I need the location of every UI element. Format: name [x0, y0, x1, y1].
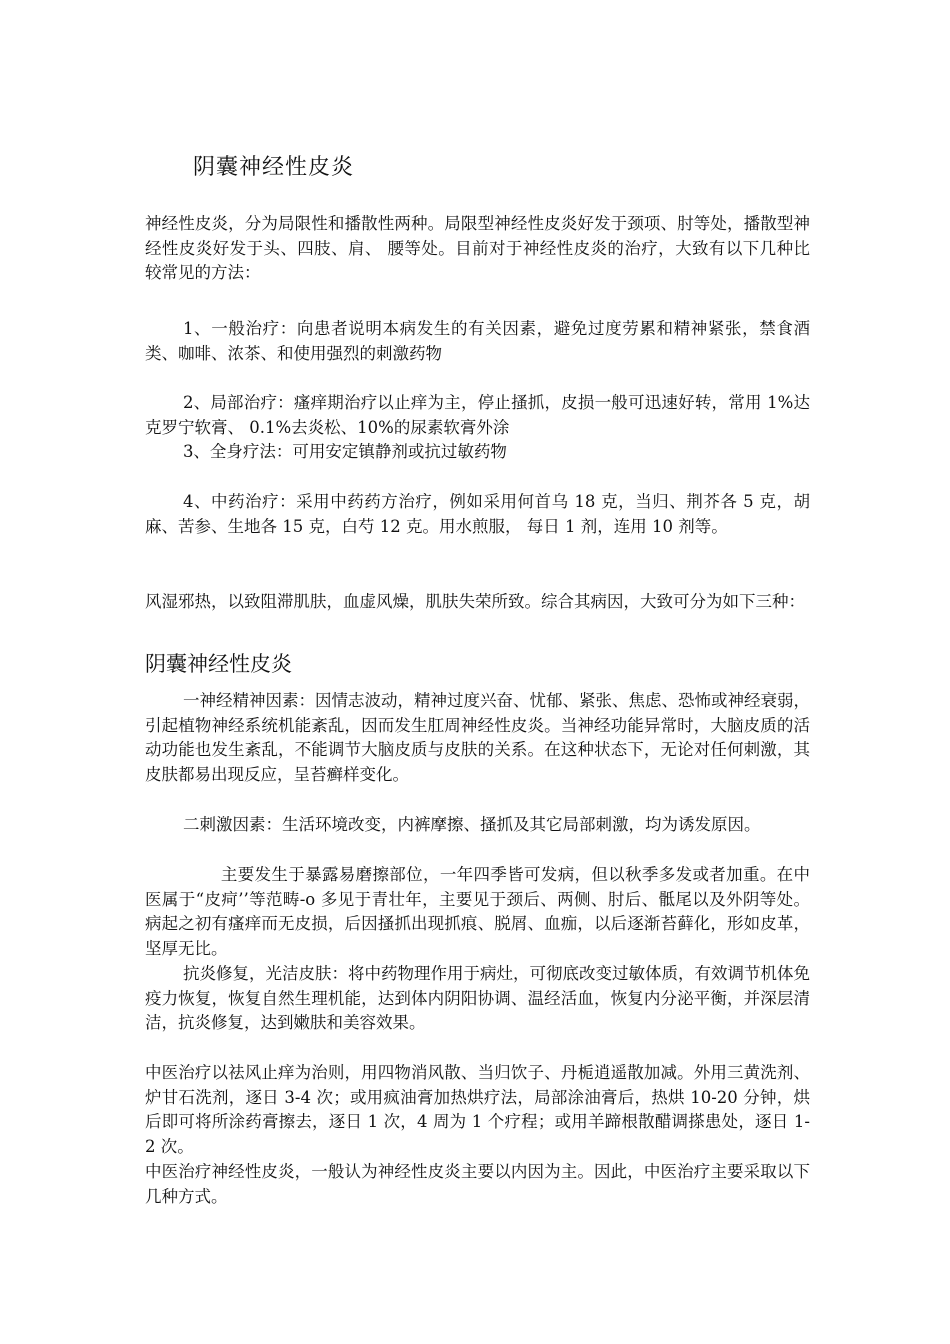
page-title: 阴囊神经性皮炎: [193, 155, 355, 180]
treatment-item-1: 1、一般治疗：向患者说明本病发生的有关因素，避免过度劳累和精神紧张，禁食酒类、咖啡、浓茶、和使用强烈的刺激药物: [145, 319, 810, 363]
symptom-paragraph: 主要发生于暴露易磨擦部位，一年四季皆可发病，但以秋季多发或者加重。在中医属于“皮疴’’等范畴-o 多见于青壮年，主要见于颈后、两侧、肘后、骶尾以及外阴等处。病起之初有瘙痒而无皮损，后因搔抓出现抓痕、脱屑、血痂，以后逐渐苔藓化，形如皮革，坚厚无比。: [145, 865, 810, 958]
treatment-item-2: 2、局部治疗：瘙痒期治疗以止痒为主，停止搔抓，皮损一般可迅速好转，常用 1%达克罗宁软膏、 0.1%去炎松、10%的尿素软膏外涂: [145, 393, 810, 437]
cause-1-paragraph: 一神经精神因素：因情志波动，精神过度兴奋、忧郁、紧张、焦虑、恐怖或神经衰弱，引起植物神经系统机能紊乱，因而发生肛周神经性皮炎。当神经功能异常时，大脑皮质的活动功能也发生紊乱，不能调节大脑皮质与皮肤的关系。在这种状态下，无论对任何刺激，其皮肤都易出现反应，呈苔癣样变化。: [145, 691, 810, 784]
intro-paragraph: 神经性皮炎，分为局限性和播散性两种。局限型神经性皮炎好发于颈项、肘等处，播散型神经性皮炎好发于头、四肢、肩、 腰等处。目前对于神经性皮炎的治疗，大致有以下几种比较常见的方法：: [145, 214, 810, 282]
section-title: 阴囊神经性皮炎: [145, 652, 292, 676]
repair-paragraph: 抗炎修复，光洁皮肤：将中药物理作用于病灶，可彻底改变过敏体质，有效调节机体免疫力恢复，恢复自然生理机能，达到体内阴阳协调、温经活血，恢复内分泌平衡，并深层清洁，抗炎修复，达到嫩肤和美容效果。: [145, 964, 810, 1032]
treatment-item-4: 4、中药治疗：采用中药药方治疗，例如采用何首乌 18 克，当归、荆芥各 5 克，胡麻、苦参、生地各 15 克，白芍 12 克。用水煎服， 每日 1 剂，连用 10 剂等。: [145, 492, 810, 536]
tcm-approach-paragraph: 中医治疗神经性皮炎，一般认为神经性皮炎主要以内因为主。因此，中医治疗主要采取以下几种方式。: [145, 1162, 810, 1206]
cause-intro-paragraph: 风湿邪热，以致阻滞肌肤，血虚风燥，肌肤失荣所致。综合其病因，大致可分为如下三种：: [145, 592, 805, 611]
treatment-item-3: 3、全身疗法：可用安定镇静剂或抗过敏药物: [182, 442, 507, 461]
tcm-treatment-paragraph: 中医治疗以祛风止痒为治则，用四物消风散、当归饮子、丹栀逍遥散加减。外用三黄洗剂、炉甘石洗剂，逐日 3-4 次；或用疯油膏加热烘疗法，局部涂油膏后，热烘 10-20 分钟，烘后即可将所涂药膏擦去，逐日 1 次，4 周为 1 个疗程；或用羊蹄根散醋调搽患处，逐日 1-2 次。: [145, 1063, 810, 1156]
cause-2-paragraph: 二刺激因素：生活环境改变，内裤摩擦、搔抓及其它局部刺激，均为诱发原因。: [182, 815, 761, 834]
